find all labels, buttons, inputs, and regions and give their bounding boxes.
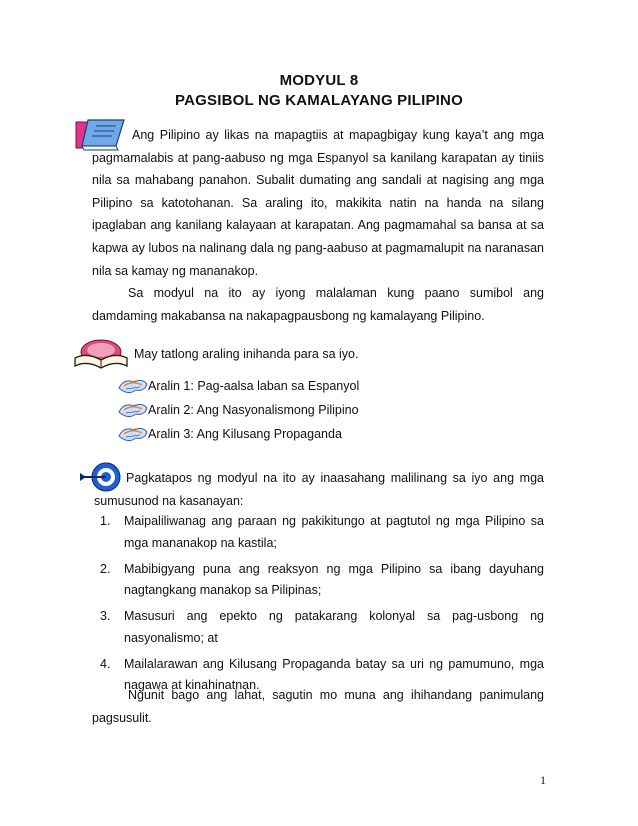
intro-first-line: Ang Pilipino ay likas na mapagtiis at mapagbigay kung kaya’t ang mga [132, 128, 544, 142]
list-item-number: 4. [100, 656, 111, 671]
objectives-intro-rest: sumusunod na kasanayan: [94, 493, 244, 508]
list-item-number: 1. [100, 514, 111, 528]
list-item-text: Masusuri ang epekto ng patakarang kolonyal sa pag-usbong ng nasyonalismo; at [124, 609, 544, 645]
open-book-icon [72, 338, 130, 372]
scroll-icon [116, 376, 150, 398]
lesson-item-2 [116, 400, 359, 422]
lesson-item-label: Aralin 3: Ang Kilusang Propaganda [148, 427, 342, 441]
module-title: PAGSIBOL NG KAMALAYANG PILIPINO [175, 92, 463, 109]
list-item-text: Mabibigyang puna ang reaksyon ng mga Pilipino sa ibang dayuhang nagtangkang manakop sa Pilipinas; [124, 561, 544, 597]
list-item-number: 3. [100, 609, 111, 623]
objectives-intro [92, 467, 544, 512]
list-item [92, 606, 544, 649]
intro-paragraph [92, 124, 544, 282]
list-item-text: Maipaliliwanag ang paraan ng pakikitungo at pagtutol ng mga Pilipino sa mga mananakop na kastila; [124, 514, 544, 550]
objectives-intro-first: Pagkatapos ng modyul na ito ay inaasahang malilinang sa iyo ang mga [126, 471, 544, 485]
lessons-intro: May tatlong araling inihanda para sa iyo. [134, 347, 359, 361]
lesson-item-label: Aralin 2: Ang Nasyonalismong Pilipino [148, 403, 359, 417]
list-item [92, 559, 544, 602]
intro-paragraph-2: Sa modyul na ito ay iyong malalaman kung paano sumibol ang damdaming makabansa na nakapagpausbong ng kamalayang Pilipino. [92, 286, 544, 323]
intro-body: pagmamalabis at pang-aabuso ng mga Espanyol sa kanilang karapatan ay tiniis nila sa mahabang panahon. Subalit dumating ang sandali at nagising ang mga Pilipino sa katotohanan. Sa araling ito, makikita natin na handa na silang ipaglaban ang kanilang kalayaan at karapatan. Ang pagmamahal sa bansa at sa kapwa ay lubos na nalinang dala ng pang-aabuso at pagmamalupit na naranasan nila sa kamay ng mananakop. [92, 150, 544, 278]
page-number: 1 [540, 773, 546, 787]
scroll-icon [116, 424, 150, 446]
module-number: MODYUL 8 [279, 72, 359, 89]
closing-paragraph: Ngunit bago ang lahat, sagutin mo muna ang ihihandang panimulang pagsusulit. [92, 688, 544, 725]
lesson-item-1 [116, 376, 360, 398]
scroll-icon [116, 400, 150, 422]
list-item-text: Mailalarawan ang Kilusang Propaganda batay sa uri ng pamumuno, mga nagawa at kinahinatnan. [124, 656, 544, 692]
list-item [92, 511, 544, 554]
lesson-item-3 [116, 424, 342, 446]
objectives-list [92, 511, 544, 701]
list-item-number: 2. [100, 561, 111, 576]
lesson-item-label: Aralin 1: Pag-aalsa laban sa Espanyol [148, 379, 360, 393]
